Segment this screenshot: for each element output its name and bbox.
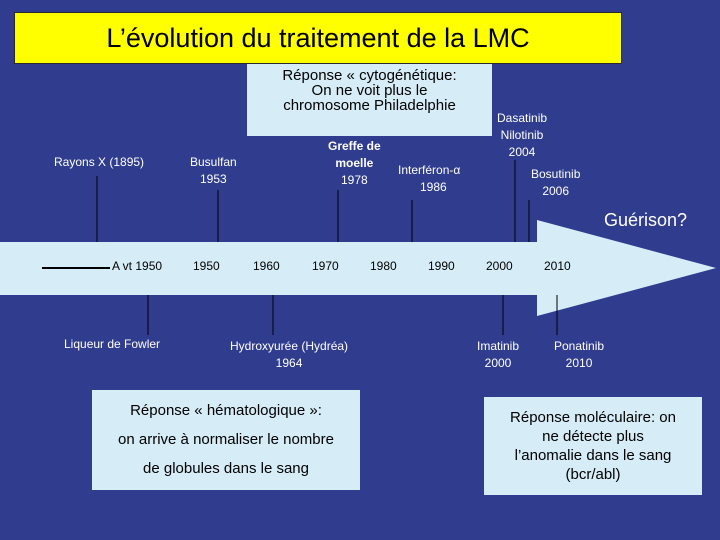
event-greffe-moelle: Greffe de moelle 1978 (328, 139, 381, 187)
molecular-line: ne détecte plus (542, 428, 644, 445)
timeline-tick: 1990 (428, 259, 455, 273)
event-bosutinib: Bosutinib 2006 (531, 167, 581, 198)
molecular-response-box (484, 397, 702, 495)
slide-title: L’évolution du traitement de la LMC (14, 12, 622, 64)
event-imatinib: Imatinib 2000 (477, 339, 520, 370)
timeline-tick: 1950 (193, 259, 220, 273)
timeline-tick: A vt 1950 (112, 259, 163, 273)
cytogenetic-line: chromosome Philadelphie (283, 97, 456, 114)
molecular-line: l’anomalie dans le sang (514, 447, 672, 464)
event-hydroxyuree: Hydroxyurée (Hydréa) 1964 (230, 339, 349, 370)
molecular-line: (bcr/abl) (565, 466, 621, 483)
molecular-line: Réponse moléculaire: on (510, 409, 676, 426)
event-dasatinib-nilotinib: Dasatinib Nilotinib 2004 (497, 111, 548, 159)
hematologic-line: Réponse « hématologique »: (130, 401, 322, 419)
timeline-tick: 2010 (544, 259, 571, 273)
timeline-tick: 2000 (486, 259, 513, 273)
cure-label: Guérison? (604, 210, 688, 230)
event-busulfan: Busulfan 1953 (190, 155, 237, 186)
hematologic-line: de globules dans le sang (143, 460, 309, 478)
cytogenetic-response-box (247, 64, 492, 136)
cytogenetic-line: On ne voit plus le (311, 82, 428, 99)
event-ponatinib: Ponatinib 2010 (554, 339, 605, 370)
event-interferon: Interféron-α 1986 (398, 163, 461, 194)
timeline-tick: 1970 (312, 259, 339, 273)
hematologic-line: on arrive à normaliser le nombre (118, 430, 334, 448)
event-liqueur-fowler: Liqueur de Fowler (64, 337, 161, 351)
event-rayons-x: Rayons X (1895) (54, 155, 145, 169)
timeline-tick: 1980 (370, 259, 397, 273)
timeline-tick: 1960 (253, 259, 280, 273)
cytogenetic-line: Réponse « cytogénétique: (282, 67, 457, 84)
hematologic-response-box (92, 390, 360, 490)
